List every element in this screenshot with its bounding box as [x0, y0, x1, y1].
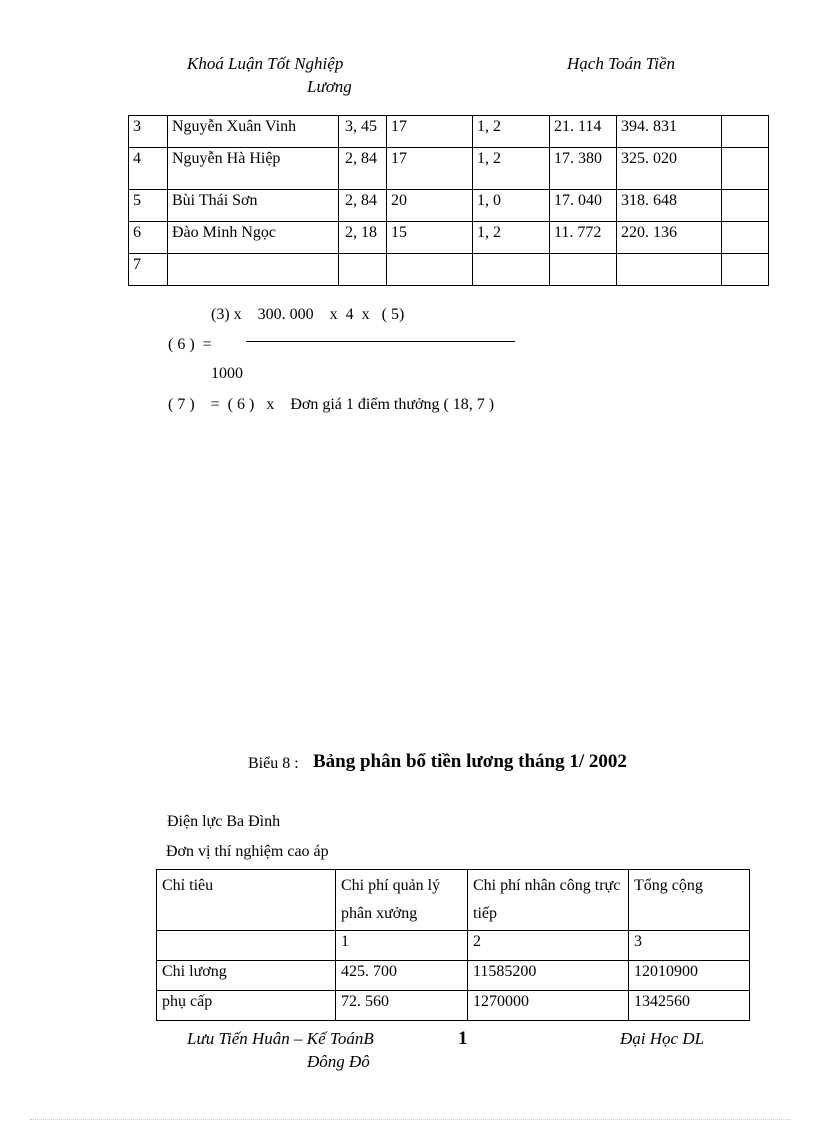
column-header: Chi phí nhân công trực tiếp	[468, 870, 629, 931]
table-cell: Đào Minh Ngọc	[168, 222, 339, 254]
table-cell: 1, 0	[473, 190, 550, 222]
table-cell: 318. 648	[617, 190, 722, 222]
table-cell: 11. 772	[550, 222, 617, 254]
formula-line-7: ( 7 ) = ( 6 ) x Đơn giá 1 điểm thưởng ( 18, 7 )	[168, 396, 495, 413]
table-cell: 17. 380	[550, 148, 617, 190]
column-header: Tổng cộng	[629, 870, 750, 931]
table-cell	[473, 254, 550, 286]
column-header: Chi phí quản lý phân xưởng	[336, 870, 468, 931]
table-cell: 12010900	[629, 961, 750, 991]
table-cell	[168, 254, 339, 286]
fraction-bar	[246, 341, 515, 342]
table-row	[129, 222, 769, 254]
footer-right: Đại Học DL	[620, 1029, 705, 1048]
table-cell: 17	[387, 116, 473, 148]
table-cell: 3	[629, 931, 750, 961]
table-cell: 2, 84	[339, 148, 387, 190]
table-cell: 17	[387, 148, 473, 190]
table-caption-title: Bảng phân bổ tiền lương tháng 1/ 2002	[313, 751, 627, 772]
table-cell: Nguyễn Xuân Vinh	[168, 116, 339, 148]
table-cell: Bùi Thái Sơn	[168, 190, 339, 222]
table-cell: Chi lương	[157, 961, 336, 991]
table-cell: 1, 2	[473, 222, 550, 254]
table-cell	[722, 148, 769, 190]
table-cell: 3	[129, 116, 168, 148]
table-cell: 6	[129, 222, 168, 254]
table-row	[157, 961, 750, 991]
table-header-row	[157, 870, 750, 931]
table-cell: 3, 45	[339, 116, 387, 148]
column-header: Chỉ tiêu	[157, 870, 336, 931]
table-cell: 220. 136	[617, 222, 722, 254]
table-cell: Nguyễn Hà Hiệp	[168, 148, 339, 190]
table-cell: 1, 2	[473, 116, 550, 148]
table-cell: 325. 020	[617, 148, 722, 190]
salary-table	[128, 115, 769, 286]
table-cell	[722, 116, 769, 148]
table-cell: 17. 040	[550, 190, 617, 222]
table-cell: 5	[129, 190, 168, 222]
table-row	[129, 116, 769, 148]
table-row	[157, 931, 750, 961]
table-cell: 1	[336, 931, 468, 961]
allocation-table	[156, 869, 750, 1021]
table-cell: 425. 700	[336, 961, 468, 991]
table-cell: 394. 831	[617, 116, 722, 148]
footer-left-continued: Đông Đô	[307, 1052, 370, 1071]
page-number: 1	[458, 1028, 468, 1049]
header-left: Khoá Luận Tốt Nghiệp	[187, 54, 344, 73]
table-cell	[157, 931, 336, 961]
table-cell	[722, 222, 769, 254]
table-cell: 7	[129, 254, 168, 286]
table-cell: 15	[387, 222, 473, 254]
table-cell: phụ cấp	[157, 991, 336, 1021]
table-cell	[722, 190, 769, 222]
table-cell: 1, 2	[473, 148, 550, 190]
table-cell: 1342560	[629, 991, 750, 1021]
table-cell: 1270000	[468, 991, 629, 1021]
formula-numerator: (3) x 300. 000 x 4 x ( 5)	[211, 306, 405, 323]
formula-denominator: 1000	[211, 365, 243, 382]
table-cell: 2, 84	[339, 190, 387, 222]
table-caption-prefix: Biểu 8 :	[248, 755, 299, 772]
table-row	[129, 254, 769, 286]
table-cell: 21. 114	[550, 116, 617, 148]
table-row	[129, 190, 769, 222]
header-left-continued: Lương	[307, 77, 352, 96]
table-cell	[722, 254, 769, 286]
unit-name: Đơn vị thí nghiệm cao áp	[166, 843, 329, 860]
table-cell	[339, 254, 387, 286]
table-cell: 72. 560	[336, 991, 468, 1021]
table-cell: 2	[468, 931, 629, 961]
organization-name: Điện lực Ba Đình	[167, 813, 281, 830]
table-cell: 11585200	[468, 961, 629, 991]
footer-left: Lưu Tiến Huân – Kế ToánB	[187, 1029, 374, 1048]
page-bottom-divider	[30, 1119, 790, 1120]
table-cell	[387, 254, 473, 286]
header-right: Hạch Toán Tiền	[567, 54, 676, 73]
table-row	[129, 148, 769, 190]
table-cell: 2, 18	[339, 222, 387, 254]
formula-lhs: ( 6 ) =	[168, 336, 212, 353]
table-row	[157, 991, 750, 1021]
table-cell: 20	[387, 190, 473, 222]
table-cell	[617, 254, 722, 286]
table-cell: 4	[129, 148, 168, 190]
table-cell	[550, 254, 617, 286]
